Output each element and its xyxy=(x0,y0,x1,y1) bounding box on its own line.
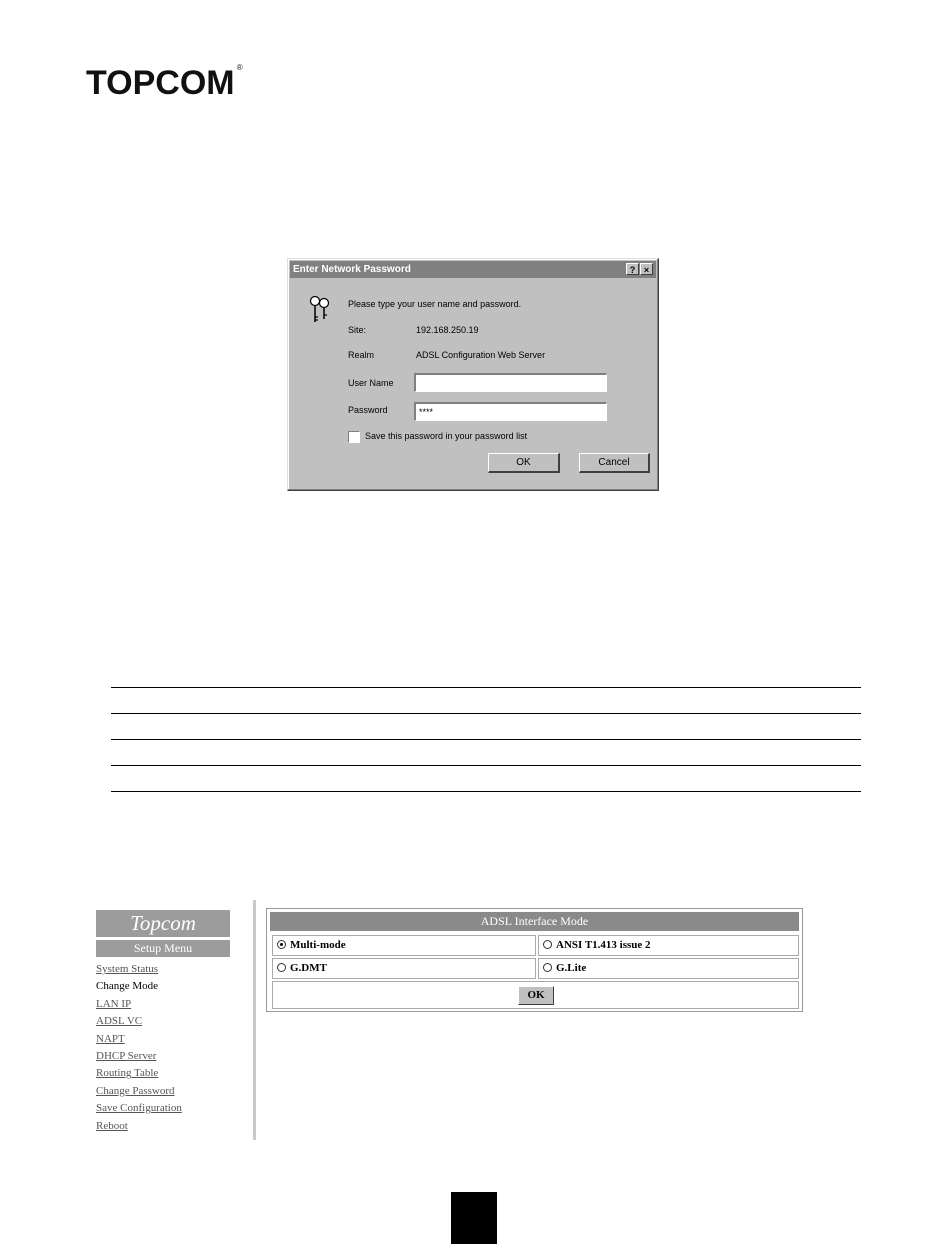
option-g-dmt[interactable] xyxy=(272,958,536,979)
menu-item-routing-table[interactable]: Routing Table xyxy=(96,1067,159,1080)
adsl-ok-button[interactable]: OK xyxy=(518,986,554,1005)
menu-item-system-status[interactable]: System Status xyxy=(96,963,159,975)
site-value: 192.168.250.19 xyxy=(416,325,479,335)
radio-icon[interactable] xyxy=(543,940,552,949)
menu-item-adsl-vc[interactable]: ADSL VC xyxy=(96,1015,143,1028)
ok-button[interactable]: OK xyxy=(488,453,560,473)
radio-selected-icon[interactable] xyxy=(277,940,286,949)
menu-item-dhcp-server[interactable]: DHCP Server xyxy=(96,1050,157,1063)
help-button[interactable]: ? xyxy=(626,263,639,275)
radio-icon[interactable] xyxy=(277,963,286,972)
option-multi-mode[interactable] xyxy=(272,935,536,956)
logo-text: TOPCOM xyxy=(86,64,235,102)
table-rule xyxy=(111,739,861,740)
keys-icon xyxy=(308,295,332,325)
dialog-titlebar xyxy=(290,261,656,278)
password-input[interactable]: **** xyxy=(414,402,607,421)
menu-item-reboot[interactable]: Reboot xyxy=(96,1119,128,1132)
network-password-dialog xyxy=(287,258,659,491)
topcom-logo xyxy=(86,63,243,102)
option-label: G.DMT xyxy=(290,962,327,974)
menu-item-save-configuration[interactable]: Save Configuration xyxy=(96,1102,182,1115)
page-marker xyxy=(451,1192,497,1244)
site-label: Site: xyxy=(348,325,367,335)
menu-brand: Topcom xyxy=(96,910,230,937)
dialog-title: Enter Network Password xyxy=(293,264,411,275)
save-password-label: Save this password in your password list xyxy=(365,431,528,441)
table-rule xyxy=(111,713,861,714)
adsl-interface-mode-form xyxy=(266,908,803,1012)
close-button[interactable]: × xyxy=(640,263,653,275)
adsl-mode-title: ADSL Interface Mode xyxy=(270,912,799,931)
table-rule xyxy=(111,791,861,792)
option-g-lite[interactable] xyxy=(538,958,799,979)
menu-item-napt[interactable]: NAPT xyxy=(96,1032,125,1045)
option-label: G.Lite xyxy=(556,962,587,974)
table-rule xyxy=(111,687,861,688)
option-label: Multi-mode xyxy=(290,939,346,951)
realm-label: Realm xyxy=(348,350,375,360)
frame-divider xyxy=(253,900,256,1140)
menu-item-change-password[interactable]: Change Password xyxy=(96,1084,175,1097)
radio-icon[interactable] xyxy=(543,963,552,972)
option-label: ANSI T1.413 issue 2 xyxy=(556,939,651,951)
registered-mark: ® xyxy=(236,63,243,72)
menu-heading: Setup Menu xyxy=(96,940,230,957)
table-rule xyxy=(111,765,861,766)
save-password-checkbox[interactable] xyxy=(348,431,360,443)
cancel-button[interactable]: Cancel xyxy=(579,453,650,473)
setup-menu xyxy=(96,910,256,1135)
username-label: User Name xyxy=(348,378,394,388)
menu-item-lan-ip[interactable]: LAN IP xyxy=(96,997,132,1010)
ok-row xyxy=(272,981,799,1009)
password-label: Password xyxy=(348,405,388,415)
username-input[interactable] xyxy=(414,373,607,392)
option-ansi-t1413[interactable] xyxy=(538,935,799,956)
realm-value: ADSL Configuration Web Server xyxy=(416,350,546,360)
dialog-prompt: Please type your user name and password. xyxy=(348,299,522,309)
menu-item-change-mode[interactable]: Change Mode xyxy=(96,980,159,993)
